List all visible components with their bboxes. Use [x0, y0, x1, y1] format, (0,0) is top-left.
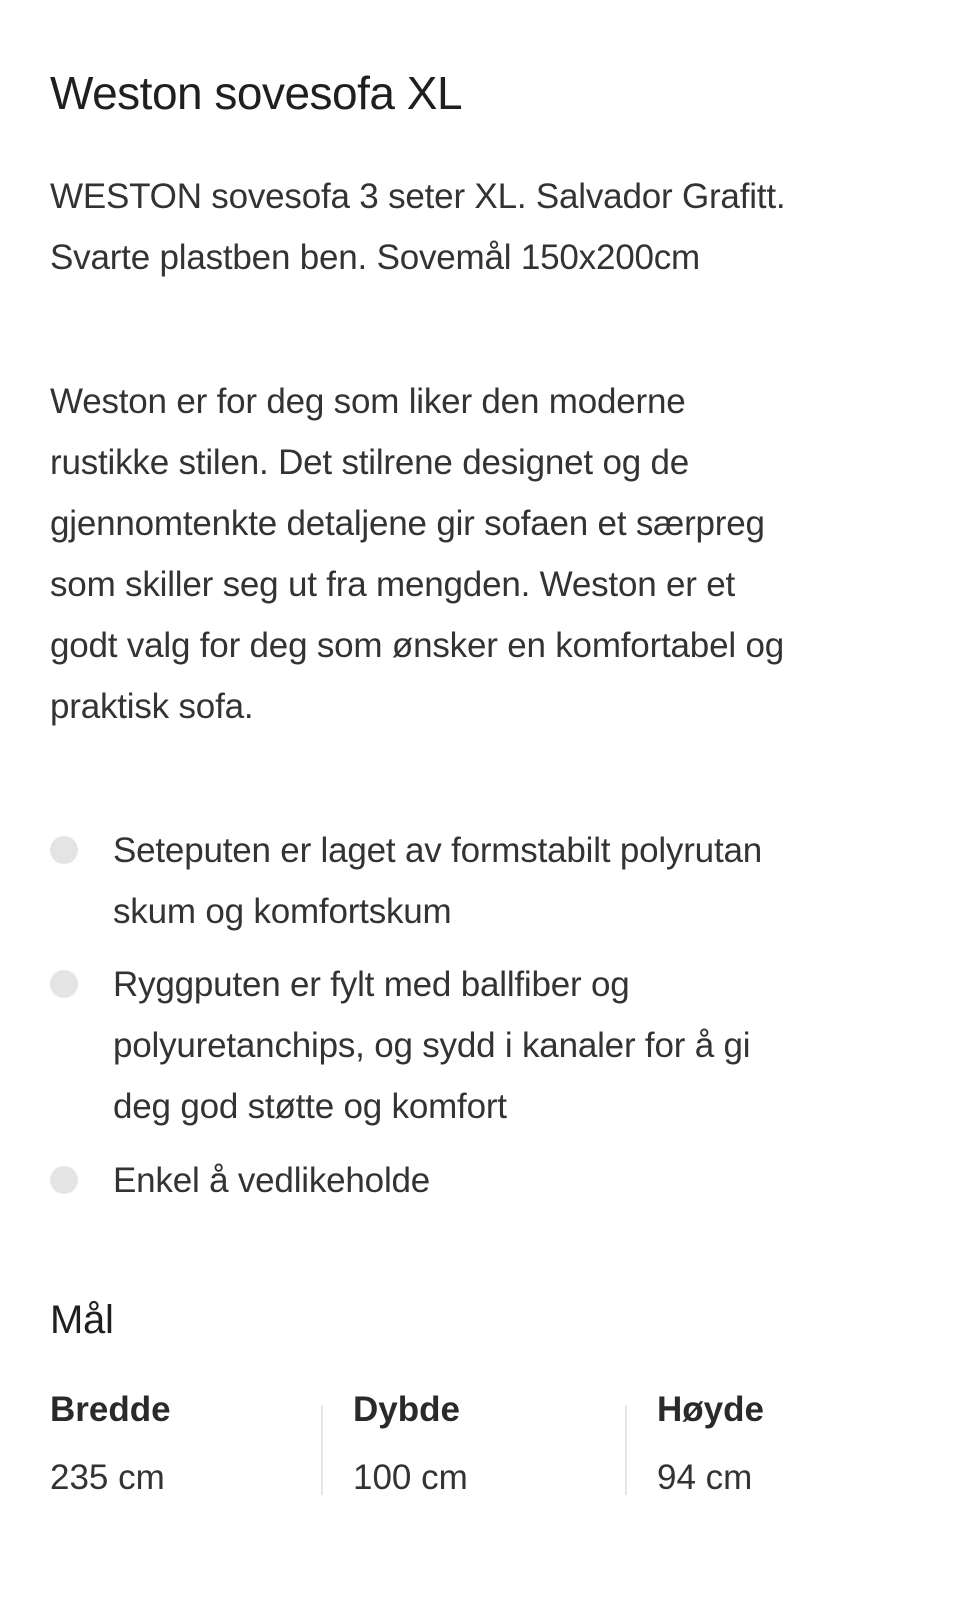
dimensions-grid	[50, 1390, 910, 1510]
dimension-value: 100 cm	[353, 1458, 468, 1497]
dimension-label: Høyde	[657, 1390, 764, 1429]
product-summary	[50, 166, 910, 288]
product-summary-line: WESTON sovesofa 3 seter XL. Salvador Grafitt.	[50, 177, 786, 216]
feature-text	[113, 820, 913, 942]
dimension-value: 235 cm	[50, 1458, 165, 1497]
column-divider	[321, 1405, 323, 1495]
feature-text	[113, 1150, 913, 1211]
dimension-label: Bredde	[50, 1390, 171, 1429]
bullet-dot-icon	[50, 1166, 78, 1194]
feature-text-line: polyuretanchips, og sydd i kanaler for å gi	[113, 1026, 751, 1065]
feature-text-line: skum og komfortskum	[113, 892, 452, 931]
feature-text-line: Ryggputen er fylt med ballfiber og	[113, 965, 630, 1004]
product-title: Weston sovesofa XL	[50, 67, 463, 119]
dimensions-title: Mål	[50, 1298, 114, 1342]
feature-text-line: Enkel å vedlikeholde	[113, 1161, 431, 1200]
product-description-line: rustikke stilen. Det stilrene designet og de	[50, 443, 690, 482]
feature-text-line: deg god støtte og komfort	[113, 1087, 507, 1126]
product-description-line: Weston er for deg som liker den moderne	[50, 382, 686, 421]
dimension-label: Dybde	[353, 1390, 460, 1429]
feature-text-line: Seteputen er laget av formstabilt polyrutan	[113, 831, 763, 870]
column-divider	[625, 1405, 627, 1495]
bullet-dot-icon	[50, 970, 78, 998]
dimension-value: 94 cm	[657, 1458, 753, 1497]
product-description-line: praktisk sofa.	[50, 687, 254, 726]
product-description-line: som skiller seg ut fra mengden. Weston er et	[50, 565, 736, 604]
product-description-line: gjennomtenkte detaljene gir sofaen et særpreg	[50, 504, 765, 543]
product-description	[50, 371, 910, 737]
feature-text	[113, 954, 913, 1137]
bullet-dot-icon	[50, 836, 78, 864]
product-summary-line: Svarte plastben ben. Sovemål 150x200cm	[50, 238, 701, 277]
product-description-line: godt valg for deg som ønsker en komfortabel og	[50, 626, 784, 665]
